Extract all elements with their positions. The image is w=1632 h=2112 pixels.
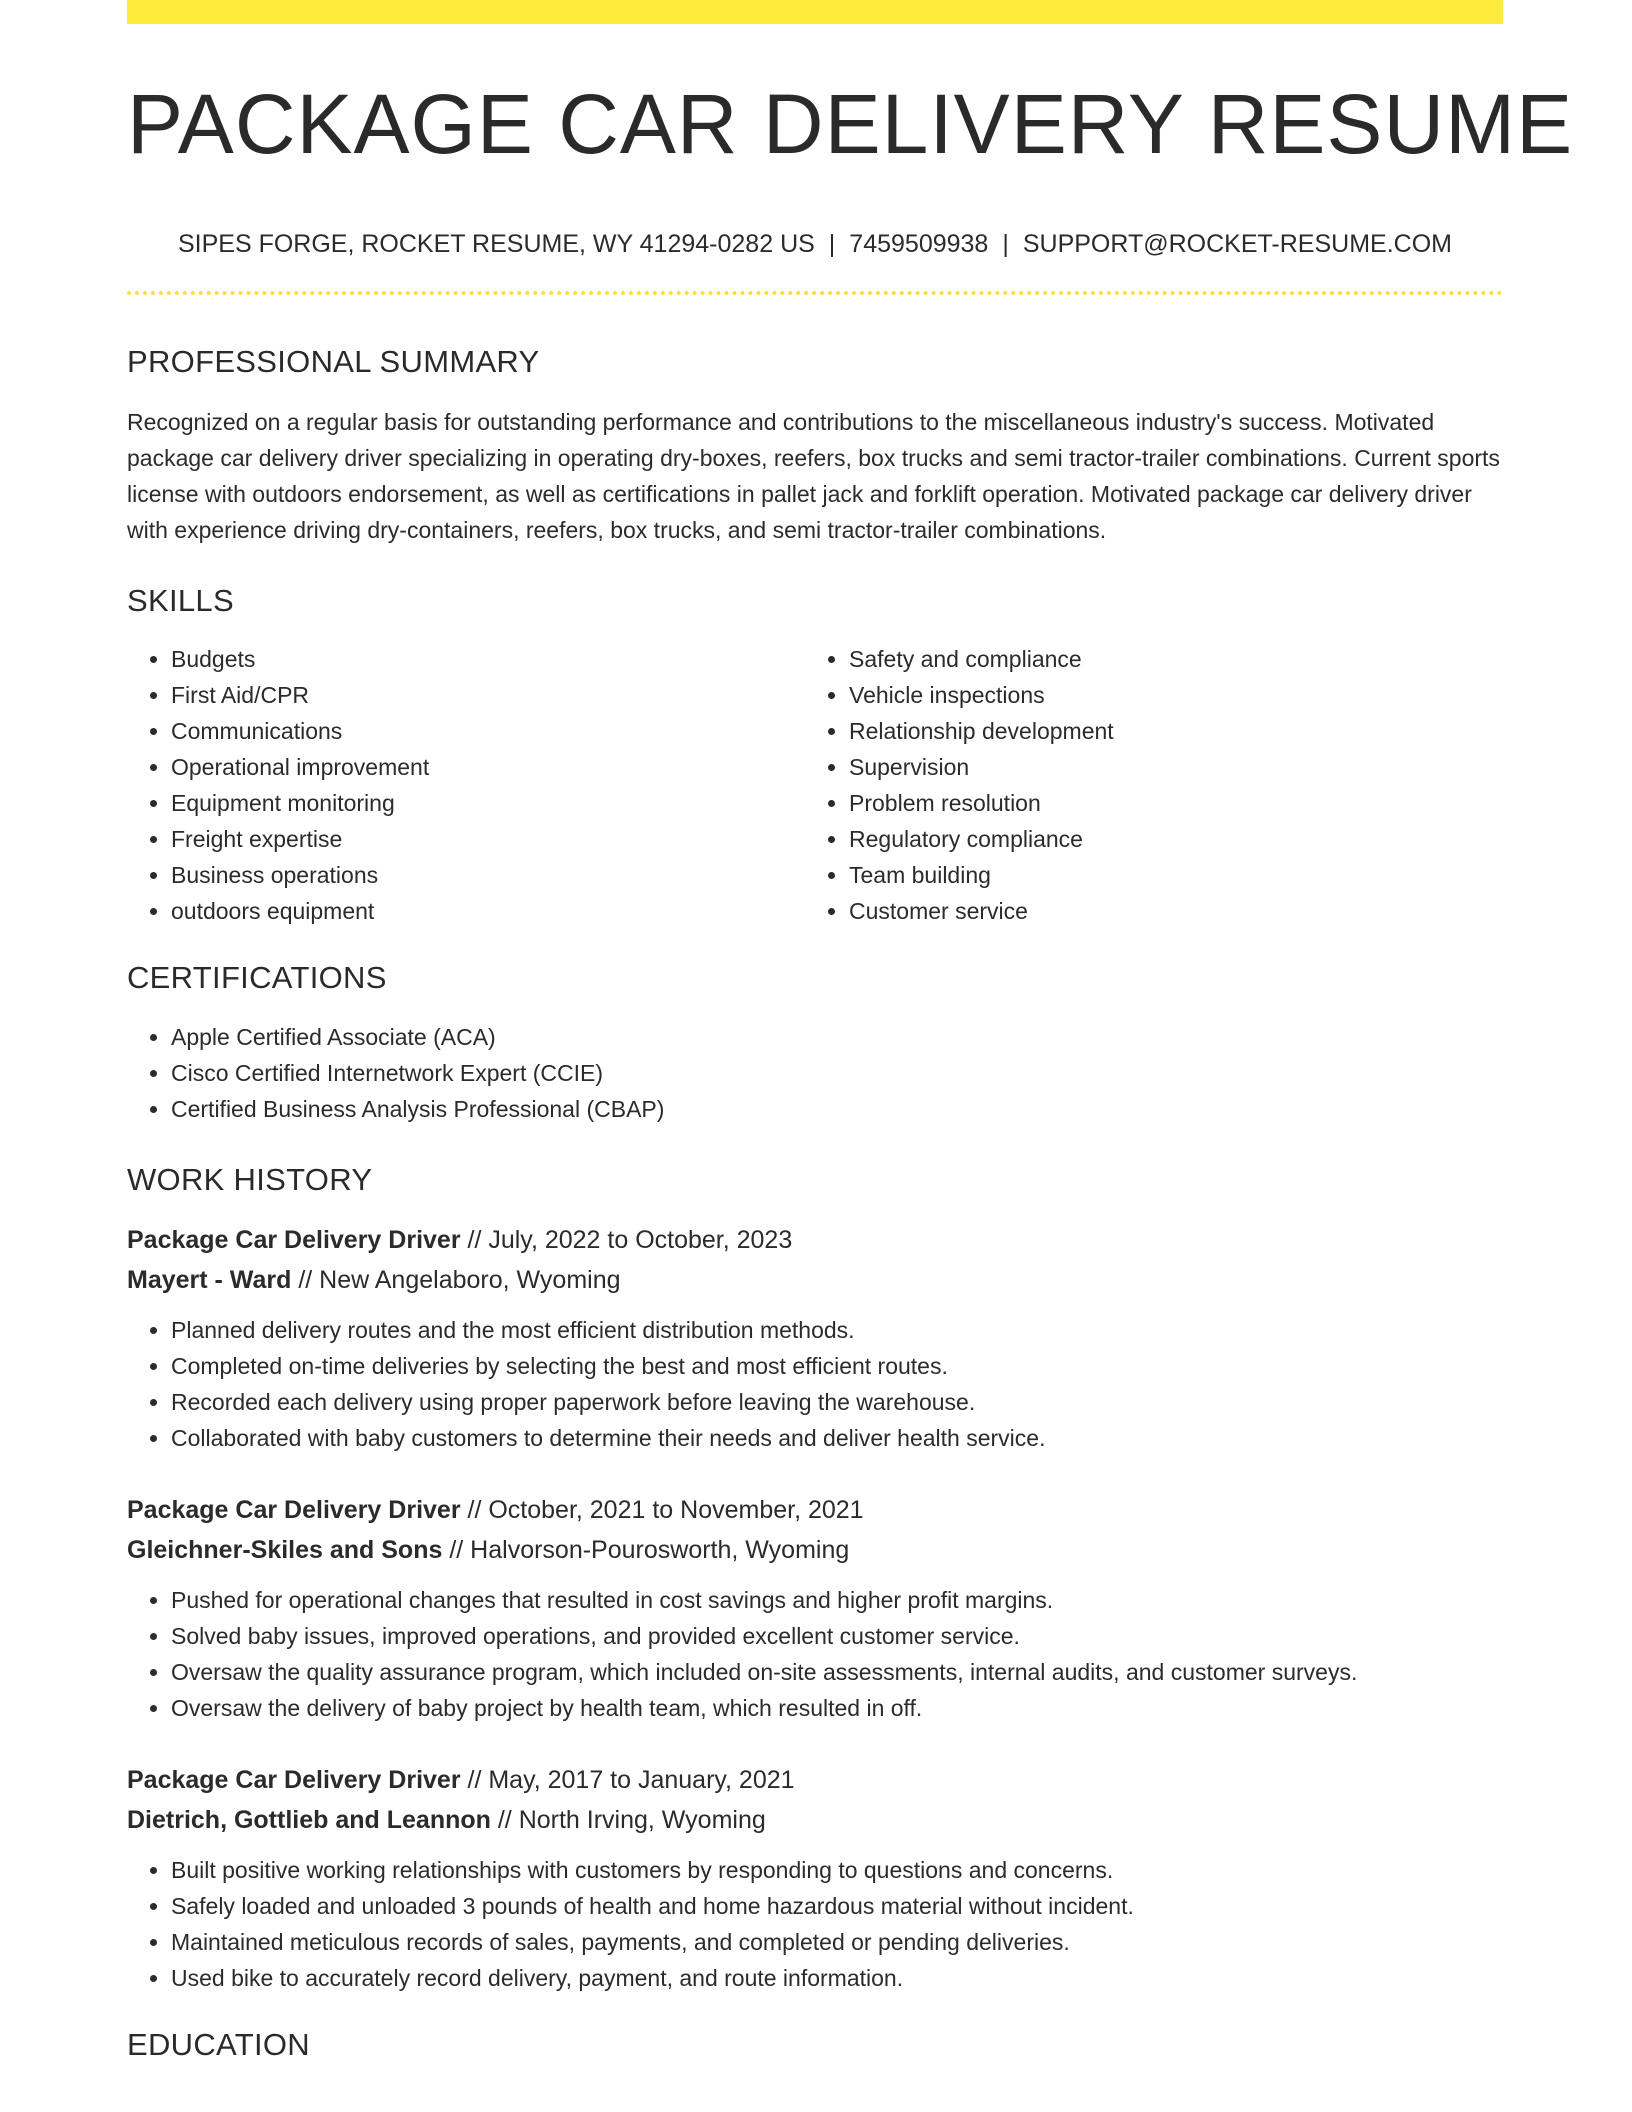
job-title-line	[127, 1760, 1503, 1800]
job-company-line	[127, 1260, 1503, 1300]
skill-item: • Vehicle inspections	[849, 677, 1483, 713]
certification-item: • Cisco Certified Internetwork Expert (CCIE)	[171, 1055, 1503, 1091]
job-entry	[127, 1220, 1503, 1456]
job-location: // New Angelaboro, Wyoming	[298, 1265, 621, 1294]
job-location: // North Irving, Wyoming	[497, 1805, 766, 1834]
resume-page	[127, 0, 1574, 2063]
skills-grid	[127, 641, 1503, 929]
job-title: Package Car Delivery Driver	[127, 1225, 461, 1254]
job-bullet: • Completed on-time deliveries by selecting the best and most efficient routes.	[171, 1348, 1503, 1384]
job-title: Package Car Delivery Driver	[127, 1495, 461, 1524]
summary-heading: PROFESSIONAL SUMMARY	[127, 344, 540, 379]
job-company: Dietrich, Gottlieb and Leannon	[127, 1805, 491, 1834]
job-bullets	[127, 1852, 1503, 1996]
skills-heading: SKILLS	[127, 583, 234, 619]
summary-text: Recognized on a regular basis for outstanding performance and contributions to the miscellaneous industry's success. Motivated package car delivery driver specializing in operating dry-boxes, reefers, box trucks and semi tractor-trailer combinations. Current sports license with outdoors endorsement, as well as certifications in pallet jack and forklift operation. Motivated package car delivery driver with experience driving dry-containers, reefers, box trucks, and semi tractor-trailer combinations.	[127, 409, 1500, 544]
skill-item: • Operational improvement	[171, 749, 805, 785]
job-location: // Halvorson-Pourosworth, Wyoming	[449, 1535, 850, 1564]
skills-list-right	[805, 641, 1483, 929]
skill-item: • outdoors equipment	[171, 893, 805, 929]
job-dates: // July, 2022 to October, 2023	[467, 1225, 793, 1254]
job-bullet: • Recorded each delivery using proper paperwork before leaving the warehouse.	[171, 1384, 1503, 1420]
job-dates: // May, 2017 to January, 2021	[467, 1765, 795, 1794]
skill-item: • Team building	[849, 857, 1483, 893]
contact-separator: |	[1002, 230, 1009, 258]
accent-bar	[127, 0, 1503, 24]
job-entry	[127, 1490, 1503, 1726]
job-bullet: • Pushed for operational changes that resulted in cost savings and higher profit margins.	[171, 1582, 1503, 1618]
job-bullets	[127, 1312, 1503, 1456]
contact-line	[127, 230, 1503, 259]
certifications-list	[127, 1019, 1503, 1127]
skill-item: • Equipment monitoring	[171, 785, 805, 821]
skill-item: • Freight expertise	[171, 821, 805, 857]
skill-item: • Budgets	[171, 641, 805, 677]
job-company-line	[127, 1800, 1503, 1840]
skill-item: • Customer service	[849, 893, 1483, 929]
job-company-line	[127, 1530, 1503, 1570]
job-bullet: • Used bike to accurately record delivery, payment, and route information.	[171, 1960, 1503, 1996]
job-entry	[127, 1760, 1503, 1996]
certifications-heading: CERTIFICATIONS	[127, 960, 387, 996]
skill-item: • Supervision	[849, 749, 1483, 785]
work-history-heading: WORK HISTORY	[127, 1161, 373, 1197]
job-bullet: • Oversaw the delivery of baby project by health team, which resulted in off.	[171, 1690, 1503, 1726]
contact-address: SIPES FORGE, ROCKET RESUME, WY 41294-0282 US	[178, 230, 815, 258]
certification-item: • Certified Business Analysis Professional (CBAP)	[171, 1091, 1503, 1127]
job-bullet: • Maintained meticulous records of sales, payments, and completed or pending deliveries.	[171, 1924, 1503, 1960]
job-bullet: • Planned delivery routes and the most efficient distribution methods.	[171, 1312, 1503, 1348]
skill-item: • First Aid/CPR	[171, 677, 805, 713]
skill-item: • Safety and compliance	[849, 641, 1483, 677]
job-company: Mayert - Ward	[127, 1265, 292, 1294]
job-bullet: • Oversaw the quality assurance program, which included on-site assessments, internal audits, and customer surveys.	[171, 1654, 1503, 1690]
job-title-line	[127, 1490, 1503, 1530]
job-title-line	[127, 1220, 1503, 1260]
job-bullet: • Collaborated with baby customers to determine their needs and deliver health service.	[171, 1420, 1503, 1456]
job-dates: // October, 2021 to November, 2021	[467, 1495, 864, 1524]
contact-email: SUPPORT@ROCKET-RESUME.COM	[1022, 230, 1452, 258]
job-company: Gleichner-Skiles and Sons	[127, 1535, 443, 1564]
skill-item: • Communications	[171, 713, 805, 749]
job-bullet: • Safely loaded and unloaded 3 pounds of health and home hazardous material without incident.	[171, 1888, 1503, 1924]
education-heading: EDUCATION	[127, 2026, 310, 2062]
skill-item: • Regulatory compliance	[849, 821, 1483, 857]
contact-phone: 7459509938	[849, 230, 989, 258]
contact-separator: |	[828, 230, 836, 258]
skills-list-left	[127, 641, 805, 929]
certification-item: • Apple Certified Associate (ACA)	[171, 1019, 1503, 1055]
job-bullets	[127, 1582, 1503, 1726]
skill-item: • Business operations	[171, 857, 805, 893]
skill-item: • Problem resolution	[849, 785, 1483, 821]
resume-title: PACKAGE CAR DELIVERY RESUME	[127, 77, 1574, 171]
job-title: Package Car Delivery Driver	[127, 1765, 461, 1794]
job-bullet: • Solved baby issues, improved operations, and provided excellent customer service.	[171, 1618, 1503, 1654]
skill-item: • Relationship development	[849, 713, 1483, 749]
job-bullet: • Built positive working relationships with customers by responding to questions and concerns.	[171, 1852, 1503, 1888]
dotted-divider	[127, 291, 1503, 295]
